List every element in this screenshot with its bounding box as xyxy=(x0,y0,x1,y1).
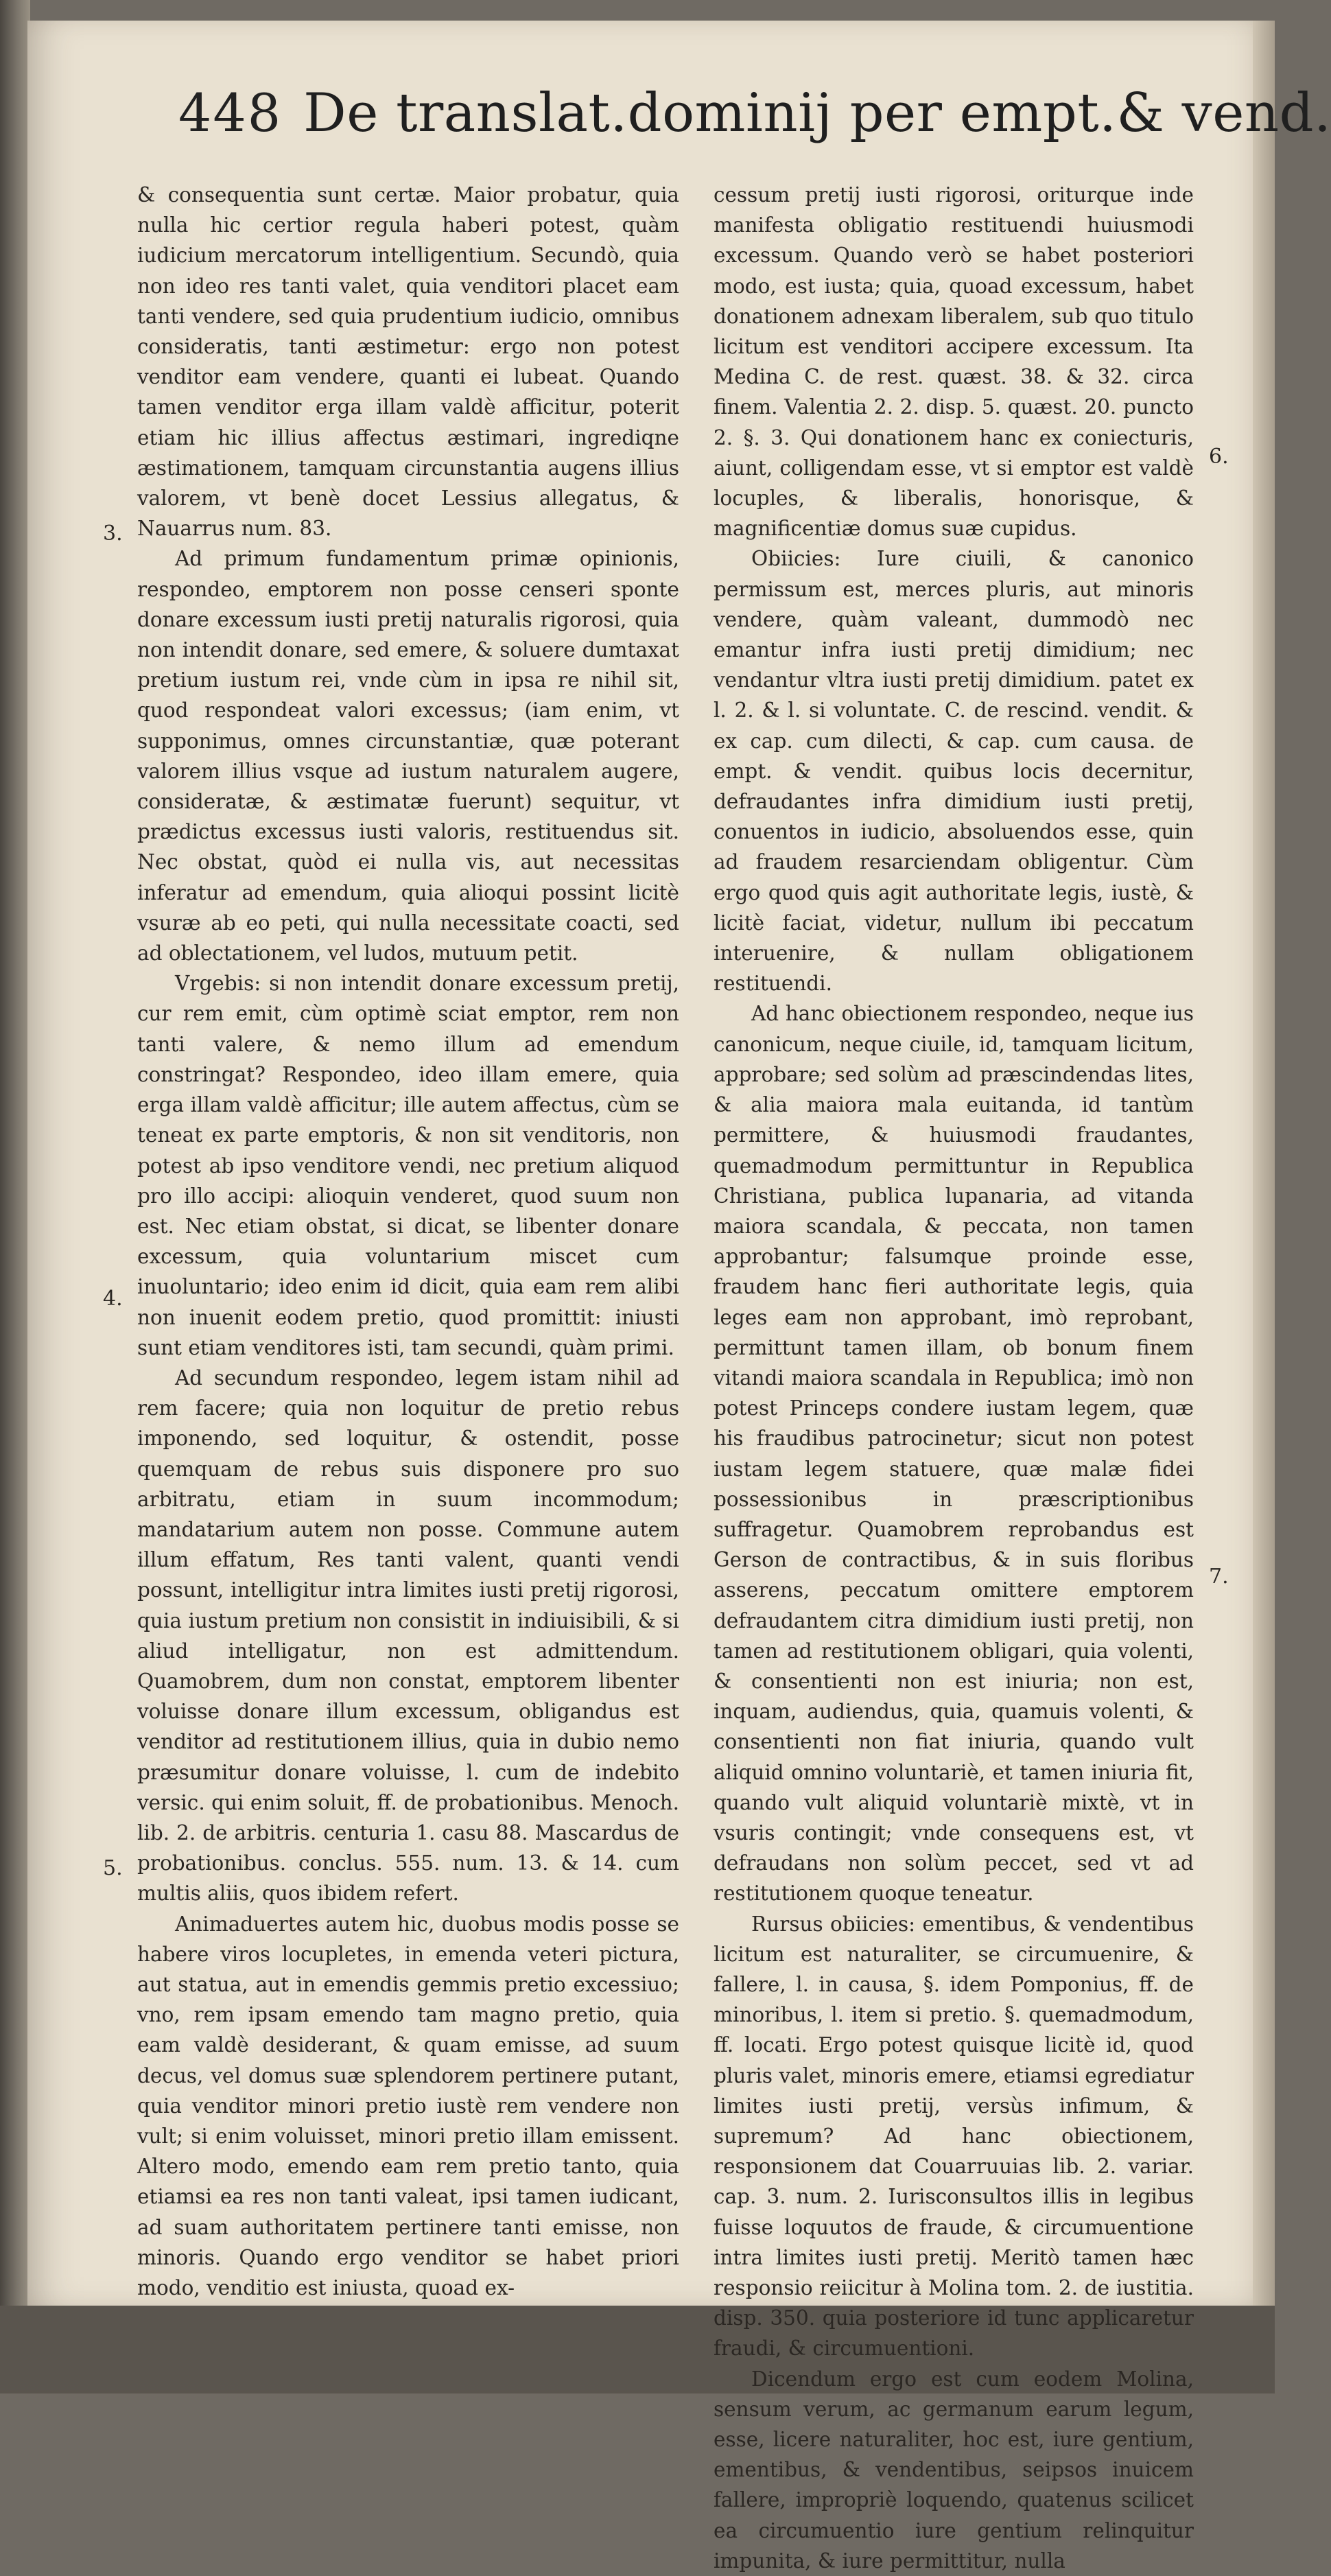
left-paragraph-1: & consequentia sunt certæ. Maior probatur, quia nulla hic certior regula haberi potest, quàm iudicium mercatorum intelligentium. Secundò, quia non ideo res tanti valet, quia venditori placet eam tanti vendere, sed quia prudentium iudicio, omnibus consideratis, tanti æstimetur: ergo non potest venditor eam vendere, quanti ei lubeat. Quando tamen venditor erga illam valdè afficitur, poterit etiam hic illius affectus æstimari, ingrediqne æstimationem, tamquam circunstantia augens illius valorem, vt benè docet Lessius allegatus, & Nauarrus num. 83. xyxy=(137,183,679,541)
left-paragraph-3: Vrgebis: si non intendit donare excessum pretij, cur rem emit, cùm optimè sciat emptor, rem non tanti valere, & nemo illum ad emendum constringat? Respondeo, ideo illam emere, quia erga illam valdè afficitur; ille autem affectus, cùm se teneat ex parte emptoris, & non sit venditoris, non potest ab ipso venditore vendi, nec pretium aliquod pro illo accipi: alioquin venderet, quod suum non est. Nec etiam obstat, si dicat, se libenter donare excessum, quia voluntarium miscet cum inuoluntario; ideo enim id dicit, quia eam rem alibi non inuenit eodem pretio, quod promittit: iniusti sunt etiam venditores isti, tam secundi, quàm primi. xyxy=(137,972,679,1359)
left-paragraph-2: Ad primum fundamentum primæ opinionis, respondeo, emptorem non posse censeri sponte donare excessum iusti pretij naturalis rigorosi, quia non intendit donare, sed emere, & soluere dumtaxat pretium iustum rei, vnde cùm in ipsa re nihil sit, quod respondeat valori excessus; (iam enim, vt supponimus, omnes circunstantiæ, quæ poterant valorem illius vsque ad iustum naturalem augere, consideratæ, & æstimatæ fuerunt) sequitur, vt prædictus excessus iusti valoris, restituendus sit. Nec obstat, quòd ei nulla vis, aut necessitas inferatur ad emendum, quia alioqui possint licitè vsuræ ab eo peti, qui nulla necessitate coacti, sed ad oblectationem, vel ludos, mutuum petit. xyxy=(137,547,679,965)
left-column xyxy=(137,180,679,2300)
left-paragraph-5: Animaduertes autem hic, duobus modis posse se habere viros locupletes, in emenda veteri pictura, aut statua, aut in emendis gemmis pretio excessiuo; vno, rem ipsam emendo tam magno pretio, quia eam valdè desiderant, & quam emisse, ad suum decus, vel domus suæ splendorem pertinere putant, quia venditor minori pretio iustè rem vendere non vult; si enim voluisset, minori pretio illam emissent. Altero modo, emendo eam rem pretio tanto, quia etiamsi ea res non tanti valeat, ipsi tamen iudicant, ad suam authoritatem pertinere tanti emisse, non minoris. Quando ergo venditor se habet priori modo, venditio est iniusta, quoad ex- xyxy=(137,1912,679,2300)
right-paragraph-4: Rursus obiicies: ementibus, & vendentibus licitum est naturaliter, se circumuenire, & fallere, l. in causa, §. idem Pomponius, ff. de minoribus, l. item si pretio. §. quemadmodum, ff. locati. Ergo potest quisque licitè id, quod pluris valet, minoris emere, etiamsi egrediatur limites iusti pretij, versùs infimum, & supremum? Ad hanc obiectionem, responsionem dat Couarruuias lib. 2. variar. cap. 3. num. 2. Iurisconsultos illis in legibus fuisse loquutos de fraude, & circumuentione intra limites iusti pretij. Meritò tamen hæc responsio reiicitur à Molina tom. 2. de iustitia. disp. 350. quia posteriore id tunc applicaretur fraudi, & circumuentioni. xyxy=(714,1912,1194,2361)
right-column xyxy=(714,180,1194,2573)
margin-number-5: 5. xyxy=(103,1856,123,1880)
folio-number: 448 xyxy=(178,82,283,143)
running-title: De translat.dominij per empt.& vend. xyxy=(303,82,1331,144)
left-paragraph-4: Ad secundum respondeo, legem istam nihil ad rem facere; quia non loquitur de pretio rebus imponendo, sed loquitur, & ostendit, posse quemquam de rebus suis disponere pro suo arbitratu, etiam in suum incommodum; mandatarium autem non posse. Commune autem illum effatum, Res tanti valent, quanti vendi possunt, intelligitur intra limites iusti pretij rigorosi, quia iustum pretium non consistit in indiuisibili, & si aliud intelligatur, non est admittendum. Quamobrem, dum non constat, emptorem libenter voluisse donare illum excessum, obligandus est venditor ad restitutionem illius, quia in dubio nemo præsumitur donare voluisse, l. cum de indebito versic. qui enim soluit, ff. de probationibus. Menoch. lib. 2. de arbitris. centuria 1. casu 88. Mascardus de probationibus. conclus. 555. num. 13. & 14. cum multis aliis, quos ibidem refert. xyxy=(137,1366,679,1906)
right-paragraph-5: Dicendum ergo est cum eodem Molina, sensum verum, ac germanum earum legum, esse, licere naturaliter, hoc est, iure gentium, ementibus, & vendentibus, seipsos inuicem fallere, impropriè loquendo, quatenus scilicet ea circumuentio iure gentium relinquitur impunita, & iure permittitur, nulla xyxy=(714,2367,1194,2573)
book-spine xyxy=(0,0,30,2393)
right-paragraph-2: Obiicies: Iure ciuili, & canonico permissum est, merces pluris, aut minoris vendere, quàm valeant, dummodò nec emantur infra iusti pretij dimidium; nec vendantur vltra iusti pretij dimidium. patet ex l. 2. & l. si voluntate. C. de rescind. vendit. & ex cap. cum dilecti, & cap. cum causa. de empt. & vendit. quibus locis decernitur, defraudantes infra dimidium iusti pretij, conuentos in iudicio, absoluendos esse, quin ad fraudem resarciendam obligentur. Cùm ergo quod quis agit authoritate legis, iustè, & licitè faciat, videtur, nullum ibi peccatum interuenire, & nullam obligationem restituendi. xyxy=(714,547,1194,996)
page-header xyxy=(178,82,1331,178)
margin-number-3: 3. xyxy=(103,522,123,546)
right-paragraph-1: cessum pretij iusti rigorosi, oriturque inde manifesta obligatio restituendi huiusmodi excessum. Quando verò se habet posteriori modo, est iusta; quia, quoad excessum, habet donationem adnexam liberalem, sub quo titulo licitum est venditori accipere excessum. Ita Medina C. de rest. quæst. 38. & 32. circa finem. Valentia 2. 2. disp. 5. quæst. 20. puncto 2. §. 3. Qui donationem hanc ex coniecturis, aiunt, colligendam esse, vt si emptor est valdè locuples, & liberalis, honorisque, & magnificentiæ domus suæ cupidus. xyxy=(714,183,1194,541)
margin-number-7: 7. xyxy=(1209,1565,1229,1589)
margin-number-4: 4. xyxy=(103,1287,123,1311)
margin-number-6: 6. xyxy=(1209,445,1229,469)
right-paragraph-3: Ad hanc obiectionem respondeo, neque ius canonicum, neque ciuile, id, tamquam licitum, approbare; sed solùm ad præscindendas lites, & alia maiora mala euitanda, id tantùm permittere, & huiusmodi fraudantes, quemadmodum permittuntur in Republica Christiana, publica lupanaria, ad vitanda maiora scandala, & peccata, non tamen approbantur; falsumque proinde esse, fraudem hanc fieri authoritate legis, quia leges eam non approbant, imò reprobant, permittunt tamen illam, ob bonum finem vitandi maiora scandala in Republica; imò non potest Princeps condere iustam legem, quæ his fraudibus patrocinetur; sicut non potest iustam legem statuere, quæ malæ fidei possessionibus in præscriptionibus suffragetur. Quamobrem reprobandus est Gerson de contractibus, & in suis floribus asserens, peccatum omittere emptorem defraudantem citra dimidium iusti pretij, non tamen ad restitutionem obligari, quia volenti, & consentienti non est iniuria; non est, inquam, audiendus, quia, quamuis volenti, & consentienti non fiat iniuria, quando vult aliquid omnino voluntariè, et tamen iniuria fit, quando vult aliquid voluntariè mixtè, vt in vsuris contingit; vnde consequens est, vt defraudans non solùm peccet, sed vt ad restitutionem quoque teneatur. xyxy=(714,1002,1194,1906)
page-edge xyxy=(1253,21,1275,2306)
